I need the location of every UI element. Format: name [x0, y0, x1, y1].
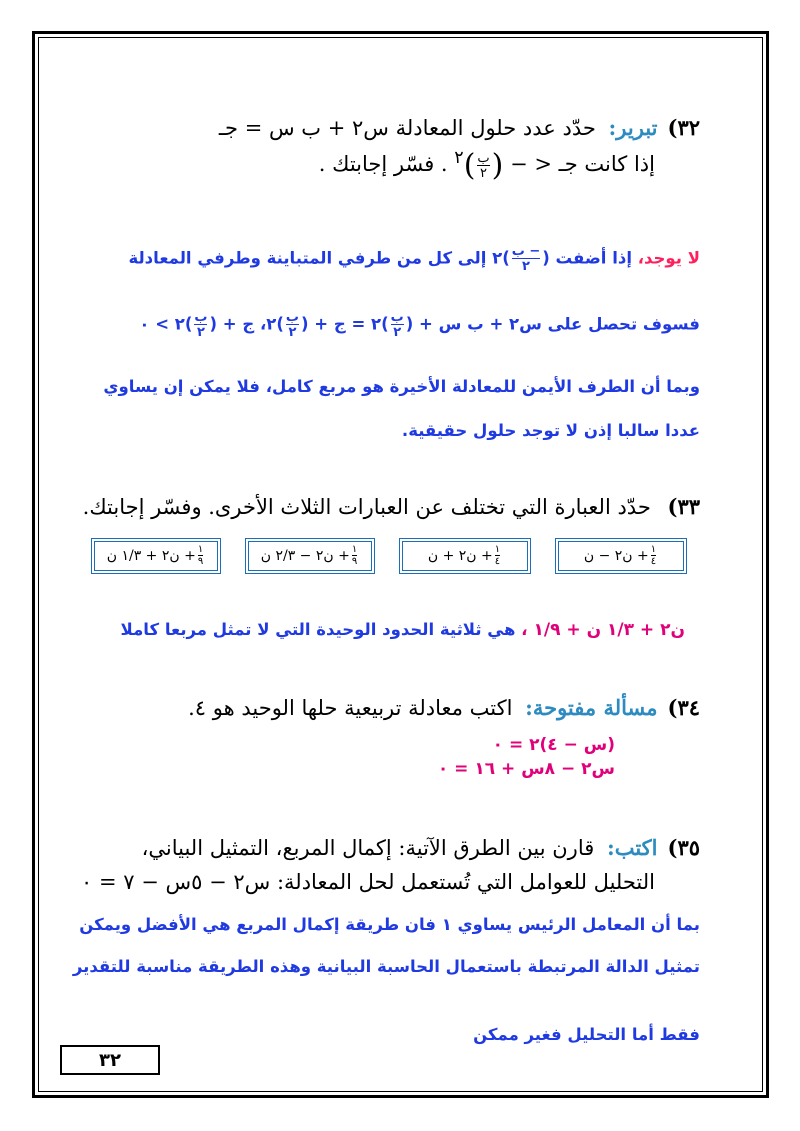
q32-line1 [219, 115, 700, 140]
q32-keyword: تبرير: [608, 115, 658, 140]
page-number: ٣٢ [60, 1045, 160, 1075]
q32-number: ٣٢) [667, 115, 700, 140]
a32-line3: وبما أن الطرف الأيمن للمعادلة الأخيرة هو مربع كامل، فلا يمكن إن يساوي [103, 377, 700, 396]
q33-text: حدّد العبارة التي تختلف عن العبارات الثلاث الأخرى. وفسّر إجابتك. [82, 495, 651, 519]
q34-keyword: مسألة مفتوحة: [525, 695, 658, 720]
a33-text: هي ثلاثية الحدود الوحيدة التي لا تمثل مربعا كاملا [120, 620, 516, 639]
q33-options [91, 538, 687, 574]
q34-text: اكتب معادلة تربيعية حلها الوحيد هو ٤. [188, 696, 513, 720]
q34-line [188, 695, 700, 720]
a32-line1: لا يوجد، إذا أضفت ( $\frac{\text{− ب}}{٢}$ )٢ إلى كل من طرفي المتباينة وطرفي المعادلة [128, 244, 700, 274]
q33-option-4: ن٢ + ١/٣ ن + $\frac{١}{٩}$ [91, 538, 221, 574]
a32-line4: عددا سالبا إذن لا توجد حلول حقيقية. [401, 421, 700, 440]
q35-line1 [142, 835, 700, 860]
q32-text: حدّد عدد حلول المعادلة س٢ + ب س = جـ [218, 116, 596, 140]
q33-line [83, 494, 700, 519]
q35-keyword: اكتب: [606, 835, 658, 860]
q32-line2: إذا كانت جـ < − ( $\frac{\text{ب}}{٢}$ )$^٢$ . فسّر إجابتك . [318, 148, 655, 183]
a34-line2: س٢ − ٨س + ١٦ = ٠ [437, 759, 615, 779]
q33-option-2: ن٢ + ن + $\frac{١}{٤}$ [399, 538, 531, 574]
q35-line2: التحليل للعوامل التي تُستعمل لحل المعادلة: س٢ − ٥س − ٧ = ٠ [81, 870, 655, 894]
a34-line1: (س − ٤)٢ = ٠ [492, 735, 615, 755]
q33-option-3: ن٢ − ٢/٣ ن + $\frac{١}{٩}$ [245, 538, 375, 574]
a32-answer: لا يوجد، [637, 248, 700, 268]
a35-line1: بما أن المعامل الرئيس يساوي ١ فان طريقة إكمال المربع هي الأفضل ويمكن [79, 915, 700, 934]
fraction: $\frac{\text{ب}}{٢}$ [477, 150, 490, 181]
a32-line2: فسوف تحصل على س٢ + ب س + ( $\frac{\text{ب}}{٢}$ )٢ = ج + ( $\frac{\text{ب}}{٢}$ )٢، ج + ( $\frac{\text{ب}}{٢}$ )٢ > ٠ [139, 310, 700, 340]
a35-line3: فقط أما التحليل فغير ممكن [473, 1025, 700, 1044]
q33-option-1: ن٢ − ن + $\frac{١}{٤}$ [555, 538, 687, 574]
a35-line2: تمثيل الدالة المرتبطة باستعمال الحاسبة البيانية وهذه الطريقة مناسبة للتقدير [72, 957, 700, 976]
a33-expr: ن٢ + ١/٣ ن + ١/٩ ، [521, 620, 685, 640]
q35-number: ٣٥) [667, 835, 700, 860]
q34-number: ٣٤) [667, 695, 700, 720]
q35-text: قارن بين الطرق الآتية: إكمال المربع، التمثيل البياني، [141, 836, 595, 860]
a33-line [121, 620, 685, 640]
q33-number: ٣٣) [667, 494, 700, 519]
